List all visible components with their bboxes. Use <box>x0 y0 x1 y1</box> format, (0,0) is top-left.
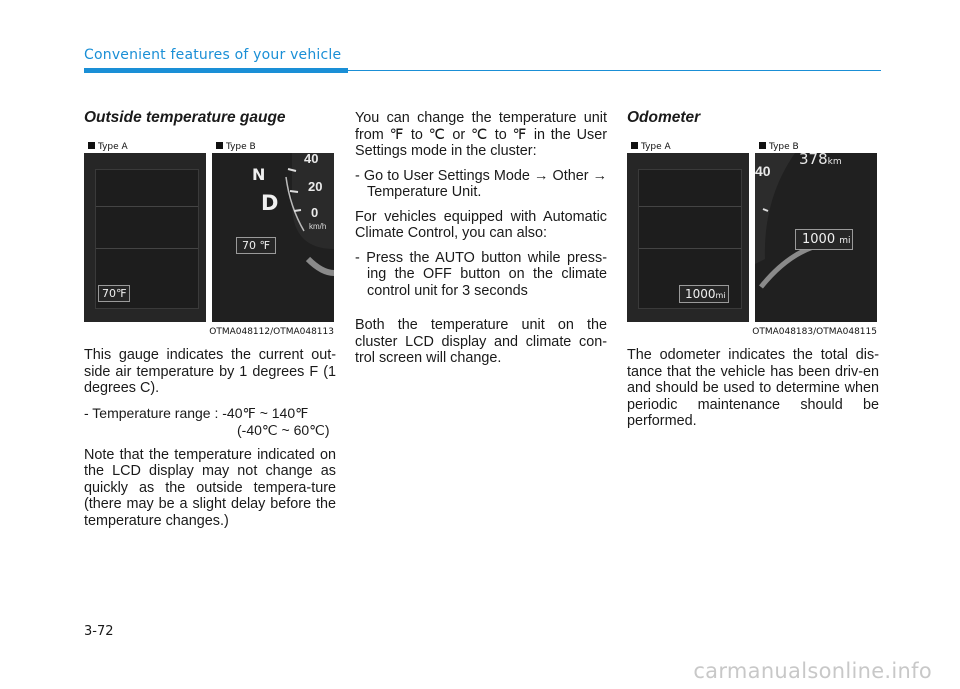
unit-change-step-climate: - Press the AUTO button while press-ing the OFF button on the climate control unit for 3 seconds <box>355 249 607 299</box>
gear-n: N <box>252 165 266 184</box>
section-title: Convenient features of your vehicle <box>84 47 342 63</box>
watermark: carmanualsonline.info <box>693 659 932 683</box>
speed-unit: km/h <box>309 222 327 231</box>
odo-figure-caption: OTMA048183/OTMA048115 <box>752 327 877 337</box>
odometer-heading: Odometer <box>627 109 701 126</box>
page-number: 3-72 <box>84 624 114 639</box>
temp-gauge-description: This gauge indicates the current out-side air temperature by 1 degrees F (1 degrees C). <box>84 347 336 396</box>
range-celsius: (-40℃ ~ 60℃) <box>237 421 330 438</box>
odo-type-b-label: Type B <box>759 142 799 152</box>
odometer-description: The odometer indicates the total dis-tance that the vehicle has been driv-en and should be used to determine when periodic maintenance should be performed. <box>627 347 879 429</box>
unit-change-step-cluster: - Go to User Settings Mode → Other → Temperature Unit. <box>355 167 607 200</box>
temperature-readout-b: 70 ℉ <box>236 237 276 254</box>
speed-mark-0: 0 <box>311 205 319 220</box>
odo-type-b-panel <box>755 139 877 322</box>
odometer-readout-a: 1000mi <box>679 285 729 303</box>
outside-temp-column <box>84 108 336 537</box>
odo-type-a-panel <box>627 139 749 322</box>
outside-temp-heading: Outside temperature gauge <box>84 109 286 126</box>
odometer-column <box>627 108 879 438</box>
unit-change-intro: You can change the temperature unit from ℉ to ℃ or ℃ to ℉ in the User Settings mode in the cluster: <box>355 110 607 159</box>
type-a-label: Type A <box>88 142 128 152</box>
unit-change-column <box>355 110 607 375</box>
climate-control-intro: For vehicles equipped with Automatic Climate Control, you can also: <box>355 208 607 241</box>
temperature-readout-a: 70℉ <box>98 285 130 302</box>
unit-change-result: Both the temperature unit on the cluster LCD display and climate con-trol screen will change. <box>355 317 607 366</box>
speed-mark-20: 20 <box>308 179 323 194</box>
odometer-readout-b: 1000 mi <box>795 229 853 250</box>
header-rule-thick <box>84 68 348 73</box>
gear-d: D <box>261 191 279 215</box>
outside-temp-figure <box>84 139 334 337</box>
odometer-figure <box>627 139 877 337</box>
odo-side-mark: 40 <box>755 163 771 179</box>
temp-delay-note: Note that the temperature indicated on the LCD display may not change as quickly as the outside tempera-ture (there may be a slight delay before the temperature changes.) <box>84 446 336 529</box>
odo-top-reading: 378km <box>799 150 842 168</box>
figure-caption: OTMA048112/OTMA048113 <box>209 327 334 337</box>
temperature-range <box>84 405 336 439</box>
type-b-label: Type B <box>216 142 256 152</box>
type-b-panel <box>212 139 334 322</box>
odo-type-a-label: Type A <box>631 142 671 152</box>
type-a-panel <box>84 139 206 322</box>
speed-mark-40: 40 <box>304 151 319 166</box>
header-rule-thin <box>348 70 881 71</box>
range-fahrenheit: - Temperature range : -40℉ ~ 140℉ <box>84 404 309 421</box>
